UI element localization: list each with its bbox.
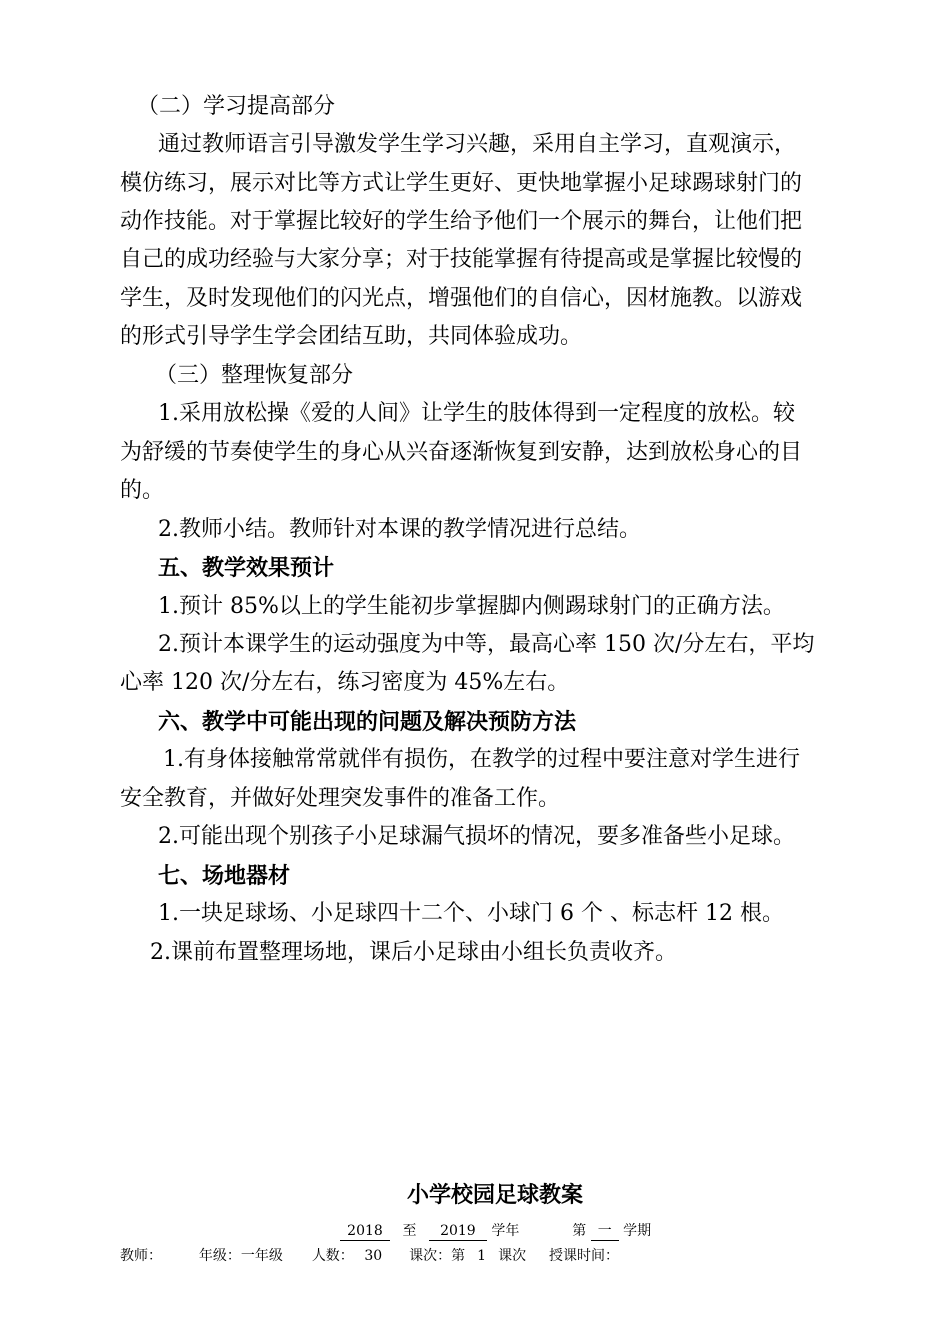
lesson-number: 1 [477,1248,487,1264]
paragraph-line: 2.教师小结。教师针对本课的教学情况进行总结。 [158,517,641,542]
lesson-plan-title: 小学校园足球教案 [406,1183,583,1208]
term-prefix: 第 [572,1223,587,1239]
time-label: 授课时间： [548,1248,619,1264]
year-to: 2019 [429,1222,487,1241]
paragraph-line: 的形式引导学生学会团结互助，共同体验成功。 [120,324,583,349]
paragraph-line: 1.一块足球场、小足球四十二个、小球门 6 个 、标志杆 12 根。 [158,901,784,926]
to-label: 至 [402,1223,417,1239]
paragraph-line: 学生，及时发现他们的闪光点，增强他们的自信心，因材施教。以游戏 [120,286,803,311]
section-heading-2: （二）学习提高部分 [137,94,336,119]
paragraph-line: 为舒缓的节奏使学生的身心从兴奋逐渐恢复到安静，达到放松身心的目 [120,440,803,465]
paragraph-line: 动作技能。对于掌握比较好的学生给予他们一个展示的舞台，让他们把 [120,209,803,234]
heading-5: 五、教学效果预计 [158,555,335,581]
paragraph-line: 的。 [120,478,165,503]
paragraph-line: 1.采用放松操《爱的人间》让学生的肢体得到一定程度的放松。较 [158,401,795,426]
year-label: 学年 [491,1223,520,1239]
paragraph-line: 2.可能出现个别孩子小足球漏气损坏的情况，要多准备些小足球。 [158,824,795,849]
paragraph-line: 2.预计本课学生的运动强度为中等，最高心率 150 次/分左右，平均 [158,632,815,657]
lesson-label: 课次：第 [409,1248,466,1264]
paragraph-line: 心率 120 次/分左右，练习密度为 45%左右。 [120,670,570,695]
count-value: 30 [364,1248,383,1264]
term-number: 一 [591,1222,619,1241]
paragraph-line: 安全教育，并做好处理突发事件的准备工作。 [120,786,561,811]
teacher-label: 教师： [120,1248,162,1264]
paragraph-line: 2.课前布置整理场地，课后小足球由小组长负责收齐。 [150,940,677,965]
count-label: 人数： [311,1248,354,1264]
year-from: 2018 [340,1222,390,1241]
grade-label: 年级：一年级 [198,1248,283,1264]
class-info-line [120,1247,619,1265]
lesson-suffix: 课次 [498,1248,527,1264]
paragraph-line: 通过教师语言引导激发学生学习兴趣，采用自主学习，直观演示， [158,132,797,157]
section-heading-3: （三）整理恢复部分 [155,363,354,388]
paragraph-line: 1.有身体接触常常就伴有损伤，在教学的过程中要注意对学生进行 [163,747,800,772]
heading-7: 七、场地器材 [158,863,291,889]
school-year-line [340,1222,651,1241]
paragraph-line: 自己的成功经验与大家分享；对于技能掌握有待提高或是掌握比较慢的 [120,247,803,272]
heading-6: 六、教学中可能出现的问题及解决预防方法 [158,709,577,735]
term-suffix: 学期 [623,1223,652,1239]
paragraph-line: 1.预计 85%以上的学生能初步掌握脚内侧踢球射门的正确方法。 [158,594,785,619]
paragraph-line: 模仿练习，展示对比等方式让学生更好、更快地掌握小足球踢球射门的 [120,171,803,196]
